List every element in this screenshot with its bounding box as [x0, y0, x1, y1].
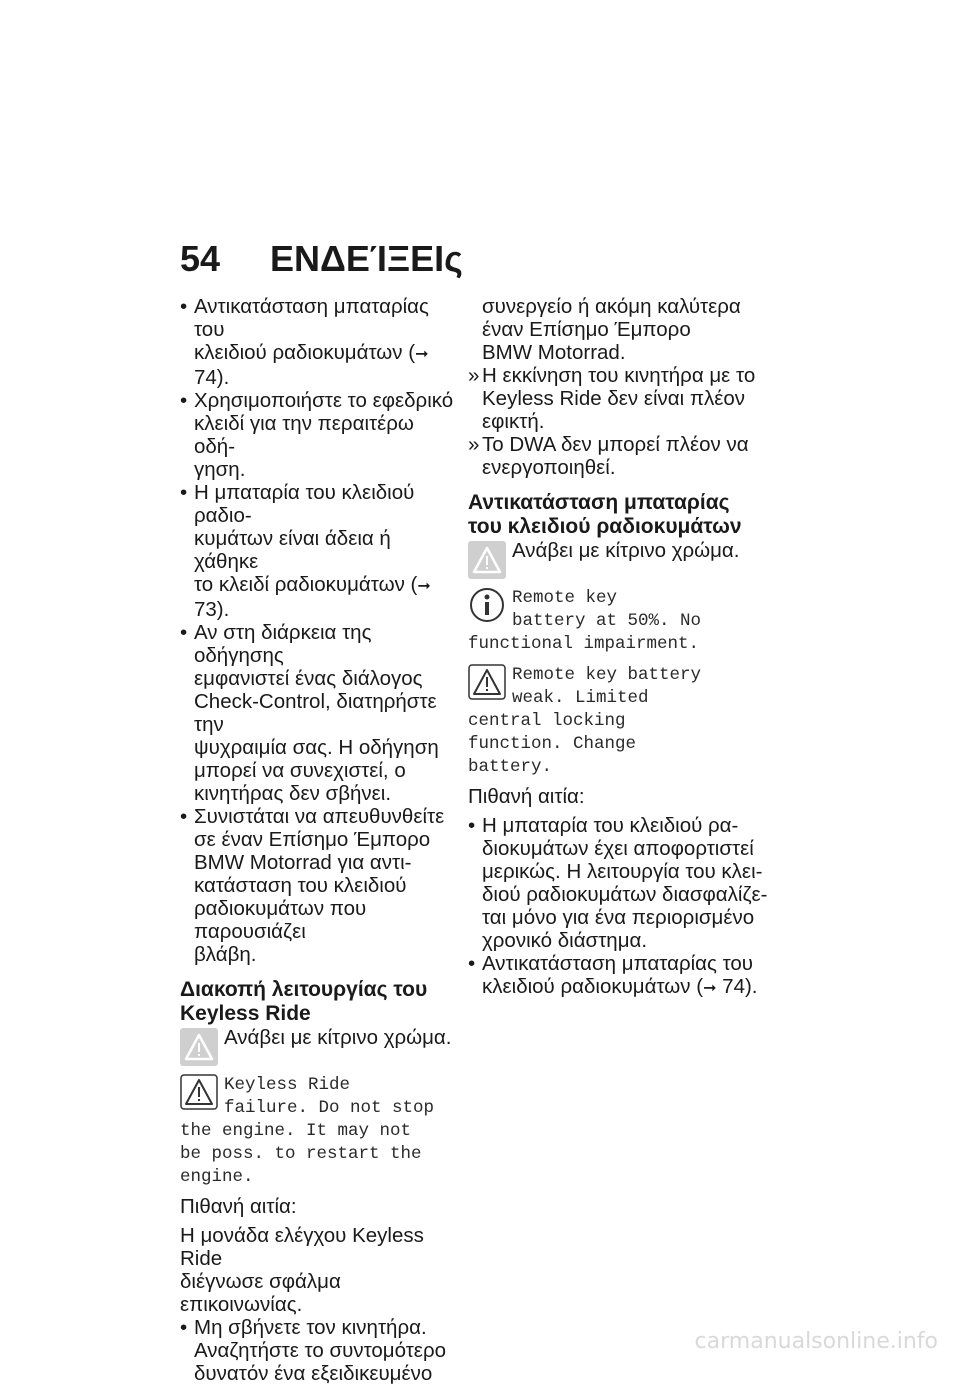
message-line: Remote key battery — [512, 665, 702, 685]
message-line: be poss. to restart the — [180, 1144, 422, 1164]
page-number: 54 — [180, 238, 221, 279]
result-item — [468, 364, 768, 433]
message-line: functional impairment. — [468, 634, 700, 654]
page-ref[interactable]: 73). — [194, 598, 230, 621]
text-line: ψυχραιμία σας. Η οδήγηση — [194, 736, 439, 759]
message-line: weak. Limited — [512, 688, 649, 708]
display-message — [468, 664, 768, 779]
warning-triangle-icon — [180, 1028, 218, 1066]
page-ref[interactable]: 74). — [722, 975, 758, 998]
text-line: χρονικό διάστημα. — [482, 929, 648, 952]
warning-light-row — [180, 1026, 455, 1066]
text-line: διέγνωσε σφάλμα επικοινωνίας. — [180, 1270, 341, 1316]
text-line: κλειδιού ραδιοκυμάτων ( — [482, 975, 704, 998]
arrow-right-icon: ➞ — [417, 578, 431, 595]
text-line: κλειδιού ραδιοκυμάτων ( — [194, 341, 416, 364]
cause-text — [180, 1224, 455, 1316]
warning-light-row — [468, 539, 768, 579]
watermark: carmanualsonline.info — [694, 1329, 938, 1354]
list-item — [180, 1316, 455, 1385]
arrow-right-icon: ➞ — [703, 980, 717, 997]
list-item — [180, 805, 455, 966]
text-line: δυνατόν ένα εξειδικευμένο — [194, 1362, 433, 1385]
list-item — [180, 621, 455, 805]
warning-triangle-icon — [180, 1074, 218, 1110]
list-item — [180, 481, 455, 621]
text-line: έναν Επίσημο Έμπορο — [482, 318, 691, 341]
message-line: Keyless Ride — [224, 1075, 351, 1095]
text-line: • Αντικατάσταση μπαταρίας του — [194, 295, 429, 341]
text-line: το κλειδί ραδιοκυμάτων ( — [194, 573, 418, 596]
cause-label: Πιθανή αιτία: — [468, 785, 585, 808]
text-line: • Η μπαταρία του κλειδιού ρα- — [482, 814, 739, 837]
text-line: • Χρησιμοποιήστε το εφεδρικό — [194, 389, 454, 412]
text-line: διοκυμάτων έχει αποφορτιστεί — [482, 837, 754, 860]
cause-label: Πιθανή αιτία: — [180, 1195, 297, 1218]
section-heading — [468, 491, 768, 539]
list-item — [180, 389, 455, 481]
list-item — [468, 814, 768, 952]
heading-line: Διακοπή λειτουργίας του — [180, 978, 428, 1001]
left-column — [180, 295, 455, 1385]
text-line: μερικώς. Η λειτουργία του κλει- — [482, 860, 763, 883]
message-line: battery at 50%. No — [512, 611, 702, 631]
message-line: failure. Do not stop — [224, 1098, 435, 1118]
warning-triangle-icon — [468, 664, 506, 700]
text-line: Keyless Ride δεν είναι πλέον — [482, 387, 746, 410]
text-line: Η μονάδα ελέγχου Keyless Ride — [180, 1224, 424, 1270]
text-line: κατάσταση του κλειδιού — [194, 874, 407, 897]
warning-color-text: Ανάβει με κίτρινο χρώμα. — [512, 539, 740, 562]
display-message — [468, 587, 768, 656]
text-line: συνεργείο ή ακόμη καλύτερα — [482, 295, 741, 318]
text-line: Check-Control, διατηρήστε την — [194, 690, 437, 736]
text-line: • Αντικατάσταση μπαταρίας του — [482, 952, 754, 975]
text-line: • Συνιστάται να απευθυνθείτε — [194, 805, 445, 828]
message-line: central locking — [468, 711, 626, 731]
warning-color-text: Ανάβει με κίτρινο χρώμα. — [224, 1026, 452, 1049]
text-line: • Αν στη διάρκεια της οδήγησης — [194, 621, 372, 667]
message-line: the engine. It may not — [180, 1121, 412, 1141]
arrow-right-icon: ➞ — [415, 346, 429, 363]
text-line: • Μη σβήνετε τον κινητήρα. — [194, 1316, 427, 1339]
text-line: Αναζητήστε το συντομότερο — [194, 1339, 447, 1362]
text-line: ται μόνο για ένα περιορισμένο — [482, 906, 755, 929]
page-ref[interactable]: 74). — [194, 366, 230, 389]
text-line: ενεργοποιηθεί. — [482, 456, 616, 479]
heading-line: Αντικατάσταση μπαταρίας — [468, 491, 730, 514]
list-item-continued — [468, 295, 768, 364]
result-item — [468, 433, 768, 479]
message-line: engine. — [180, 1167, 254, 1187]
text-line: γηση. — [194, 458, 246, 481]
heading-line: Keyless Ride — [180, 1002, 311, 1025]
text-line: βλάβη. — [194, 943, 257, 966]
list-item — [468, 952, 768, 1000]
text-line: » Το DWA δεν μπορεί πλέον να — [482, 433, 749, 456]
text-line: • Η μπαταρία του κλειδιού ραδιο- — [194, 481, 415, 527]
list-item — [180, 295, 455, 389]
message-line: battery. — [468, 757, 553, 777]
text-line: BMW Motorrad για αντι- — [194, 851, 412, 874]
text-line: εμφανιστεί ένας διάλογος — [194, 667, 423, 690]
text-line: κλειδί για την περαιτέρω οδή- — [194, 412, 414, 458]
section-heading — [180, 978, 455, 1026]
heading-line: του κλειδιού ραδιοκυμάτων — [468, 515, 742, 538]
text-line: » Η εκκίνηση του κινητήρα με το — [482, 364, 756, 387]
page-title: ΕΝΔΕΊΞΕΙς — [270, 238, 463, 279]
text-line: σε έναν Επίσημο Έμπορο — [194, 828, 431, 851]
text-line: εφικτή. — [482, 410, 545, 433]
display-message — [180, 1074, 455, 1189]
text-line: μπορεί να συνεχιστεί, ο — [194, 759, 406, 782]
message-line: Remote key — [512, 588, 618, 608]
text-line: ραδιοκυμάτων που παρουσιάζει — [194, 897, 367, 943]
warning-triangle-icon — [468, 541, 506, 579]
text-line: διού ραδιοκυμάτων διασφαλίζε- — [482, 883, 768, 906]
message-line: function. Change — [468, 734, 637, 754]
text-line: BMW Motorrad. — [482, 341, 626, 364]
text-line: κινητήρας δεν σβήνει. — [194, 782, 392, 805]
page-header — [180, 238, 463, 280]
text-line: κυμάτων είναι άδεια ή χάθηκε — [194, 527, 391, 573]
info-icon — [468, 587, 506, 623]
right-column — [468, 295, 768, 1000]
